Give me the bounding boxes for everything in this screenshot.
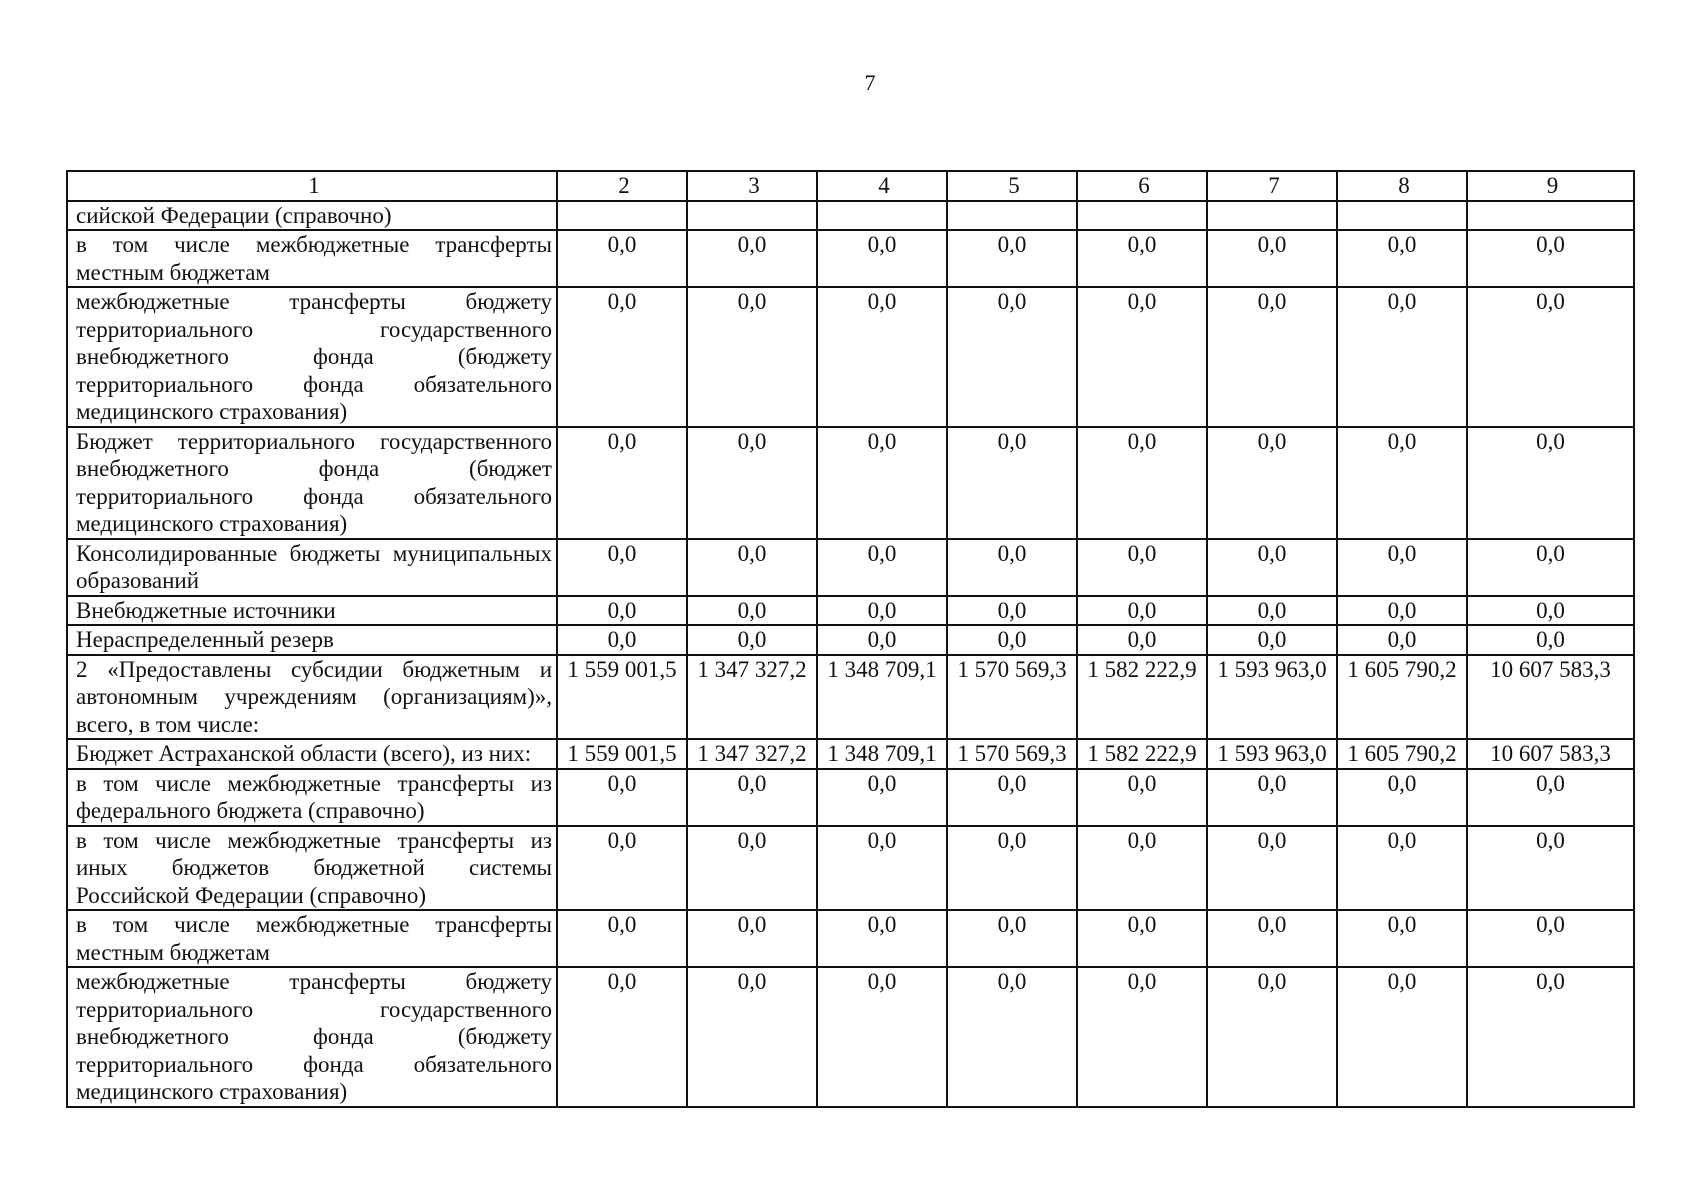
cell-value <box>1467 201 1634 231</box>
table-row <box>67 539 1634 596</box>
cell-value: 1 570 569,3 <box>947 655 1077 740</box>
cell-value: 0,0 <box>1337 769 1467 826</box>
cell-value: 1 348 709,1 <box>817 739 947 769</box>
cell-value: 0,0 <box>817 769 947 826</box>
cell-value: 0,0 <box>1337 230 1467 287</box>
cell-value: 0,0 <box>557 287 687 427</box>
cell-value: 0,0 <box>1207 625 1337 655</box>
column-number: 8 <box>1337 171 1467 201</box>
page-number: 7 <box>864 70 876 95</box>
cell-value: 0,0 <box>557 769 687 826</box>
cell-value: 0,0 <box>687 967 817 1107</box>
column-number: 4 <box>817 171 947 201</box>
column-number: 7 <box>1207 171 1337 201</box>
budget-table <box>66 170 1635 1108</box>
cell-value: 0,0 <box>1337 287 1467 427</box>
cell-value: 0,0 <box>817 826 947 911</box>
cell-value: 0,0 <box>1337 625 1467 655</box>
cell-value: 0,0 <box>947 539 1077 596</box>
cell-value: 0,0 <box>1077 625 1207 655</box>
cell-value: 1 605 790,2 <box>1337 655 1467 740</box>
cell-value: 1 593 963,0 <box>1207 739 1337 769</box>
cell-value <box>1337 201 1467 231</box>
cell-value: 0,0 <box>1207 287 1337 427</box>
cell-value: 1 347 327,2 <box>687 655 817 740</box>
cell-value: 0,0 <box>557 967 687 1107</box>
row-label: в том числе межбюджетные трансферты местным бюджетам <box>67 230 557 287</box>
cell-value <box>1207 201 1337 231</box>
cell-value: 0,0 <box>1207 596 1337 626</box>
cell-value: 10 607 583,3 <box>1467 739 1634 769</box>
cell-value: 0,0 <box>947 427 1077 539</box>
cell-value: 0,0 <box>1077 769 1207 826</box>
cell-value: 1 582 222,9 <box>1077 739 1207 769</box>
column-number: 5 <box>947 171 1077 201</box>
cell-value: 0,0 <box>557 826 687 911</box>
cell-value: 0,0 <box>557 539 687 596</box>
cell-value: 0,0 <box>947 826 1077 911</box>
cell-value: 0,0 <box>1207 230 1337 287</box>
cell-value: 0,0 <box>687 625 817 655</box>
cell-value: 0,0 <box>947 596 1077 626</box>
table-row <box>67 201 1634 231</box>
cell-value: 1 559 001,5 <box>557 655 687 740</box>
cell-value: 0,0 <box>687 287 817 427</box>
cell-value: 0,0 <box>817 230 947 287</box>
table-row <box>67 967 1634 1107</box>
cell-value: 0,0 <box>1467 910 1634 967</box>
cell-value: 0,0 <box>947 625 1077 655</box>
cell-value: 1 559 001,5 <box>557 739 687 769</box>
cell-value: 0,0 <box>817 967 947 1107</box>
row-label: Бюджет Астраханской области (всего), из них: <box>67 739 557 769</box>
row-label: Внебюджетные источники <box>67 596 557 626</box>
cell-value <box>947 201 1077 231</box>
cell-value: 0,0 <box>1077 287 1207 427</box>
table-row <box>67 769 1634 826</box>
cell-value: 0,0 <box>1207 826 1337 911</box>
cell-value: 0,0 <box>817 539 947 596</box>
row-label: Нераспределенный резерв <box>67 625 557 655</box>
cell-value: 0,0 <box>1467 596 1634 626</box>
cell-value: 0,0 <box>687 539 817 596</box>
cell-value: 0,0 <box>1207 769 1337 826</box>
cell-value: 0,0 <box>1207 967 1337 1107</box>
table-row <box>67 230 1634 287</box>
row-label: межбюджетные трансферты бюджету территориального государственного внебюджетного фонда (бюджету территориального фонда обязательного медицинского страхования) <box>67 967 557 1107</box>
cell-value: 0,0 <box>1467 769 1634 826</box>
cell-value: 0,0 <box>947 230 1077 287</box>
cell-value: 0,0 <box>687 230 817 287</box>
cell-value: 0,0 <box>1337 539 1467 596</box>
cell-value <box>557 201 687 231</box>
cell-value: 10 607 583,3 <box>1467 655 1634 740</box>
cell-value: 0,0 <box>1077 230 1207 287</box>
column-number: 3 <box>687 171 817 201</box>
cell-value: 0,0 <box>1467 427 1634 539</box>
cell-value: 1 570 569,3 <box>947 739 1077 769</box>
cell-value: 0,0 <box>1467 826 1634 911</box>
column-number: 6 <box>1077 171 1207 201</box>
table-header-row <box>67 171 1634 201</box>
cell-value: 0,0 <box>1077 539 1207 596</box>
cell-value: 0,0 <box>1337 427 1467 539</box>
row-label: Бюджет территориального государственного внебюджетного фонда (бюджет территориального фонда обязательного медицинского страхования) <box>67 427 557 539</box>
row-label: межбюджетные трансферты бюджету территориального государственного внебюджетного фонда (бюджету территориального фонда обязательного медицинского страхования) <box>67 287 557 427</box>
row-label: в том числе межбюджетные трансферты местным бюджетам <box>67 910 557 967</box>
row-label: 2 «Предоставлены субсидии бюджетным и автономным учреждениям (организациям)», всего, в том числе: <box>67 655 557 740</box>
cell-value: 0,0 <box>557 230 687 287</box>
cell-value: 0,0 <box>1337 967 1467 1107</box>
cell-value: 0,0 <box>817 287 947 427</box>
cell-value: 1 593 963,0 <box>1207 655 1337 740</box>
cell-value: 0,0 <box>1467 539 1634 596</box>
cell-value: 1 348 709,1 <box>817 655 947 740</box>
cell-value: 0,0 <box>817 910 947 967</box>
cell-value: 0,0 <box>947 967 1077 1107</box>
cell-value: 0,0 <box>687 910 817 967</box>
table-row <box>67 427 1634 539</box>
cell-value: 0,0 <box>1467 287 1634 427</box>
cell-value: 0,0 <box>947 769 1077 826</box>
cell-value: 0,0 <box>1467 967 1634 1107</box>
cell-value: 0,0 <box>557 625 687 655</box>
cell-value: 0,0 <box>557 427 687 539</box>
cell-value: 0,0 <box>1077 427 1207 539</box>
cell-value: 0,0 <box>1337 596 1467 626</box>
cell-value: 1 347 327,2 <box>687 739 817 769</box>
cell-value: 0,0 <box>1207 539 1337 596</box>
column-number: 9 <box>1467 171 1634 201</box>
cell-value: 0,0 <box>687 769 817 826</box>
table-row <box>67 596 1634 626</box>
table-row <box>67 655 1634 740</box>
cell-value: 0,0 <box>557 596 687 626</box>
cell-value: 0,0 <box>1337 910 1467 967</box>
row-label: в том числе межбюджетные трансферты из федерального бюджета (справочно) <box>67 769 557 826</box>
cell-value: 0,0 <box>1077 967 1207 1107</box>
cell-value <box>817 201 947 231</box>
table-row <box>67 287 1634 427</box>
table-row <box>67 625 1634 655</box>
cell-value: 0,0 <box>1077 596 1207 626</box>
cell-value: 0,0 <box>817 596 947 626</box>
cell-value: 0,0 <box>687 596 817 626</box>
cell-value: 0,0 <box>947 287 1077 427</box>
cell-value: 1 605 790,2 <box>1337 739 1467 769</box>
cell-value: 0,0 <box>1337 826 1467 911</box>
cell-value: 0,0 <box>817 427 947 539</box>
row-label: сийской Федерации (справочно) <box>67 201 557 231</box>
cell-value: 0,0 <box>1207 910 1337 967</box>
row-label: Консолидированные бюджеты муниципальных образований <box>67 539 557 596</box>
cell-value: 0,0 <box>1077 910 1207 967</box>
cell-value: 0,0 <box>817 625 947 655</box>
cell-value: 0,0 <box>557 910 687 967</box>
cell-value: 0,0 <box>687 826 817 911</box>
cell-value: 1 582 222,9 <box>1077 655 1207 740</box>
cell-value: 0,0 <box>1077 826 1207 911</box>
cell-value: 0,0 <box>687 427 817 539</box>
column-number: 2 <box>557 171 687 201</box>
cell-value: 0,0 <box>947 910 1077 967</box>
table-row <box>67 739 1634 769</box>
row-label: в том числе межбюджетные трансферты из иных бюджетов бюджетной системы Российской Федерации (справочно) <box>67 826 557 911</box>
column-number: 1 <box>67 171 557 201</box>
cell-value <box>687 201 817 231</box>
table-row <box>67 910 1634 967</box>
cell-value: 0,0 <box>1467 625 1634 655</box>
cell-value: 0,0 <box>1467 230 1634 287</box>
cell-value: 0,0 <box>1207 427 1337 539</box>
cell-value <box>1077 201 1207 231</box>
table-row <box>67 826 1634 911</box>
